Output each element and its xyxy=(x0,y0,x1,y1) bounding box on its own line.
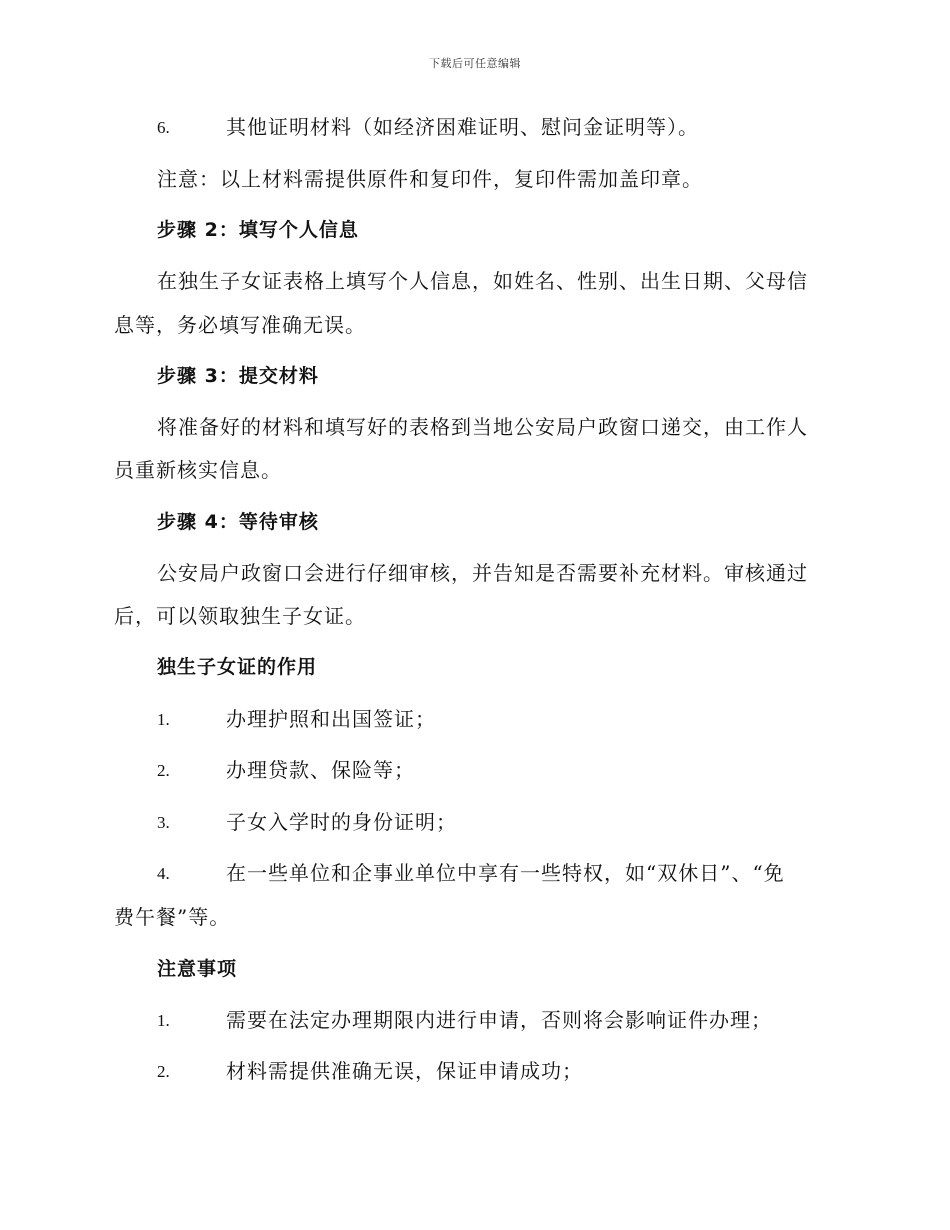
list-number: 1. xyxy=(157,710,170,729)
step3-paragraph-line1: 将准备好的材料和填写好的表格到当地公安局户政窗口递交，由工作人 xyxy=(157,415,808,439)
list-number: 1. xyxy=(157,1011,170,1030)
step4-paragraph-line1: 公安局户政窗口会进行仔细审核，并告知是否需要补充材料。审核通过 xyxy=(157,561,808,585)
note-text: 注意：以上材料需提供原件和复印件，复印件需加盖印章。 xyxy=(157,167,703,191)
list-number: 2. xyxy=(157,761,170,780)
list-item-text: 子女入学时的身份证明； xyxy=(226,810,457,834)
page-header: 下载后可任意编辑 xyxy=(429,57,521,70)
list-item-continuation: 费午餐”等。 xyxy=(114,905,231,929)
cautions-heading: 注意事项 xyxy=(157,958,238,980)
list-item-text: 其他证明材料（如经济困难证明、慰问金证明等）。 xyxy=(226,115,699,139)
list-number: 6. xyxy=(157,118,170,137)
step4-heading: 步骤 4：等待审核 xyxy=(157,511,319,533)
step3-heading: 步骤 3：提交材料 xyxy=(157,365,319,387)
step4-paragraph-line2: 后，可以领取独生子女证。 xyxy=(114,604,366,628)
list-number: 3. xyxy=(157,813,170,832)
list-item-text: 需要在法定办理期限内进行申请，否则将会影响证件办理； xyxy=(226,1008,772,1032)
step2-heading: 步骤 2：填写个人信息 xyxy=(157,219,359,241)
list-item-text: 在一些单位和企事业单位中享有一些特权，如“双休日”、“免 xyxy=(226,861,785,885)
list-number: 4. xyxy=(157,864,170,883)
list-item-text: 办理贷款、保险等； xyxy=(226,758,415,782)
step2-paragraph-line2: 息等，务必填写准确无误。 xyxy=(114,313,366,337)
list-item-text: 材料需提供准确无误，保证申请成功； xyxy=(226,1059,583,1083)
step2-paragraph-line1: 在独生子女证表格上填写个人信息，如姓名、性别、出生日期、父母信 xyxy=(157,269,808,293)
uses-heading: 独生子女证的作用 xyxy=(157,656,318,678)
list-number: 2. xyxy=(157,1062,170,1081)
list-item-text: 办理护照和出国签证； xyxy=(226,707,436,731)
step3-paragraph-line2: 员重新核实信息。 xyxy=(114,458,282,482)
